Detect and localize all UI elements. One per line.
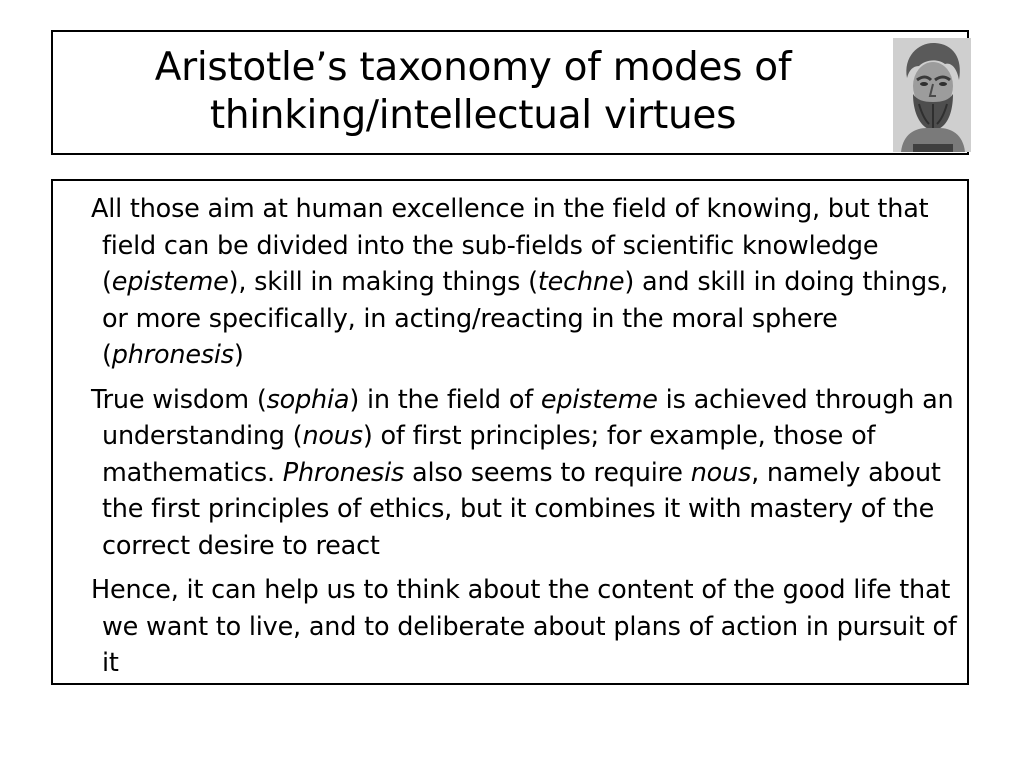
text-run: , namely about the first principles of ethics, but it combines it with mastery of the correct desire to react bbox=[102, 457, 941, 561]
italic-term: episteme bbox=[111, 267, 229, 297]
italic-term: techne bbox=[537, 267, 625, 297]
text-run: ), skill in making things ( bbox=[228, 267, 538, 297]
italic-term: sophia bbox=[266, 384, 350, 415]
text-run: is achieved through an understanding ( bbox=[102, 384, 954, 451]
text-run: Hence, it can help us to think about the content of the good life that we want to live, and to deliberate about plans of action in pursuit of it bbox=[91, 575, 957, 678]
italic-term: phronesis bbox=[111, 340, 234, 370]
bullet-list bbox=[91, 191, 961, 690]
title-line-1: Aristotle’s taxonomy of modes of bbox=[154, 45, 792, 90]
text-run: ) and skill in doing things, or more specifically, in acting/reacting in the moral sphere ( bbox=[102, 267, 948, 370]
title-line-2: thinking/intellectual virtues bbox=[209, 93, 737, 138]
aristotle-bust-drawing bbox=[893, 38, 971, 152]
italic-term: nous bbox=[302, 421, 363, 451]
text-run: also seems to require bbox=[404, 457, 691, 488]
content-box bbox=[51, 179, 969, 685]
italic-term: nous bbox=[690, 457, 752, 488]
title-box bbox=[51, 30, 969, 155]
paragraph-wisdom bbox=[91, 382, 961, 565]
paragraph-good-life bbox=[91, 572, 961, 682]
text-run: ) of first principles; for example, those of mathematics. bbox=[102, 421, 876, 488]
aristotle-bust-icon bbox=[893, 38, 971, 152]
paragraph-knowing bbox=[91, 191, 961, 374]
slide-title bbox=[53, 44, 893, 140]
text-run: ) in the field of bbox=[349, 384, 541, 415]
text-run: True wisdom ( bbox=[91, 384, 267, 415]
text-run: All those aim at human excellence in the field of knowing, but that field can be divided into the sub-fields of scientific knowledge ( bbox=[91, 194, 929, 297]
text-run: ) bbox=[233, 340, 244, 370]
italic-term: episteme bbox=[540, 384, 658, 415]
italic-term: Phronesis bbox=[282, 457, 405, 488]
